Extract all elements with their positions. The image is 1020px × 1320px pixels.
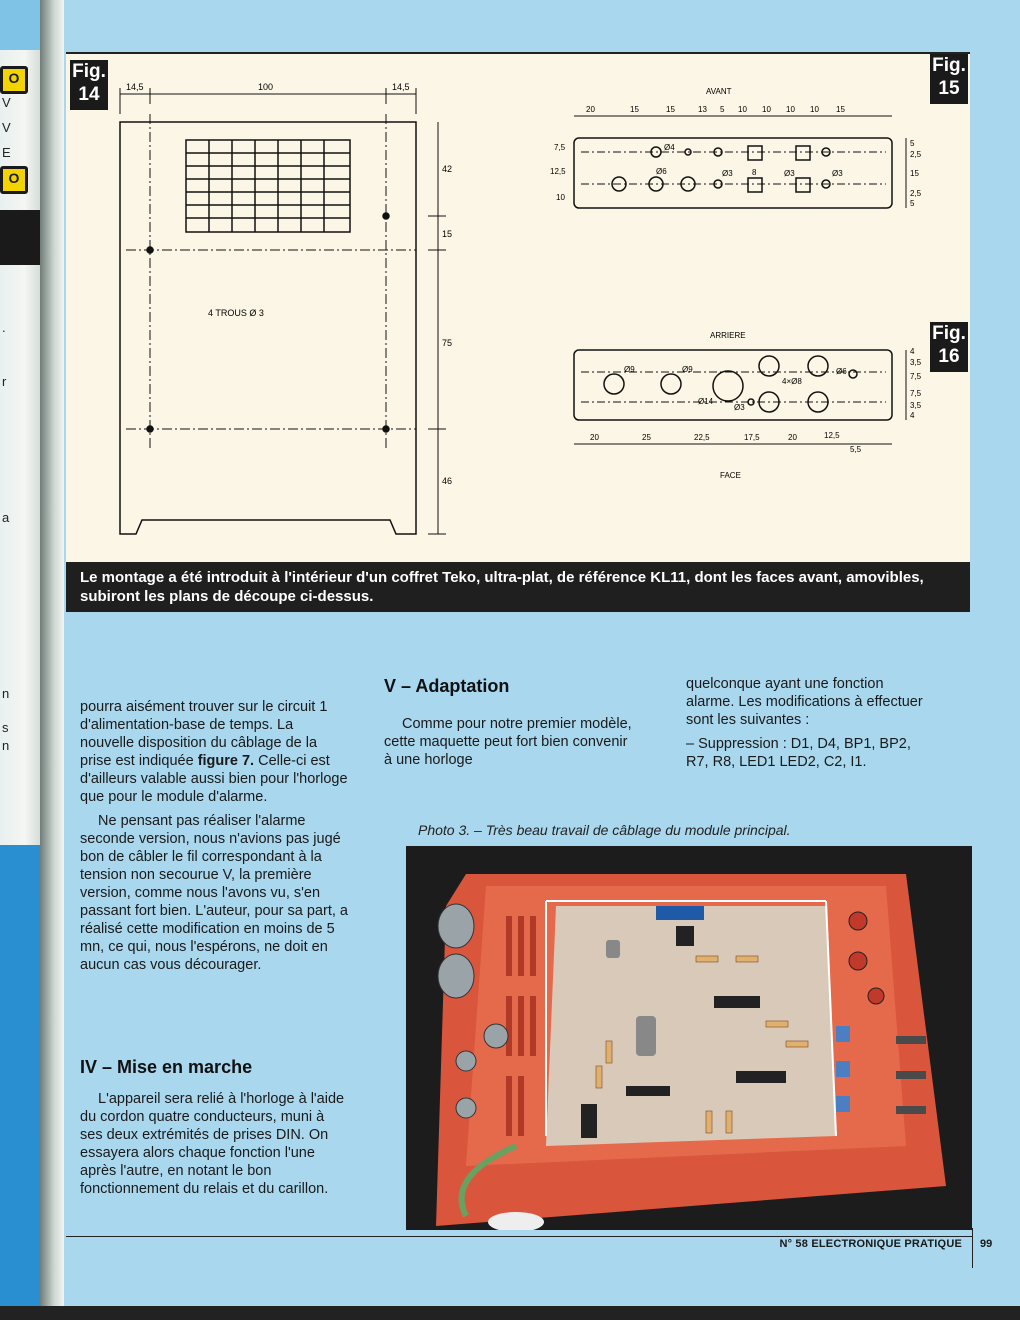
col1-paragraph-1 (80, 698, 348, 806)
col1-p1-text: pourra aisément trouver sur le circuit 1 d'alimentation-base de temps. La nouvelle disposition du câblage de la prise est indiquée (80, 699, 328, 769)
technical-drawing (66, 52, 970, 564)
gutter-letter: n (2, 686, 10, 701)
fig16-title: ARRIERE (710, 331, 746, 340)
fig15-dim-right: 15 (910, 169, 919, 178)
fig15-hole-label: Ø3 (832, 169, 843, 178)
fig16-dim-right: 3,5 (910, 358, 922, 367)
figure-caption: Le montage a été introduit à l'intérieur d'un coffret Teko, ultra-plat, de référence KL11, dont les faces avant, amovibles, subiront les plans de découpe ci-dessus. (66, 562, 970, 612)
fig14-dim-right: 15 (442, 229, 453, 239)
gutter-bullet: O (0, 66, 28, 94)
gutter-bottom-band (0, 845, 40, 1320)
gutter-letter: V (2, 120, 11, 135)
fig15-hole-label: Ø3 (784, 169, 795, 178)
fig15-dim-left: 10 (556, 193, 565, 202)
figure-reference: figure 7. (197, 753, 255, 769)
fig16-dim-bottom: 20 (788, 433, 797, 442)
fig16-dim-bottom: 25 (642, 433, 651, 442)
page-spine (40, 0, 64, 1320)
section-heading-v: V – Adaptation (384, 676, 510, 696)
fig16-dim-bottom: 5,5 (850, 445, 862, 454)
fig15-dim-right: 5 (910, 139, 915, 148)
fig15-hole-label: Ø6 (656, 167, 667, 176)
fig16-hole-label: Ø3 (734, 403, 745, 412)
fig15-dim-top: 15 (666, 105, 675, 114)
fig15-dim-top: 10 (762, 105, 771, 114)
fig16-dim-bottom: 22,5 (694, 433, 710, 442)
gutter-letter: V (2, 95, 11, 110)
fig14-tag: Fig. 14 (70, 60, 108, 110)
photo-caption: Photo 3. – Très beau travail de câblage du module principal. (418, 822, 791, 838)
fig15-hole-label: 8 (752, 168, 757, 177)
gutter-letter: E (2, 145, 11, 160)
fig14-holes-label: 4 TROUS Ø 3 (208, 308, 264, 318)
fig15-dim-top: 10 (738, 105, 747, 114)
fig15-dim-left: 12,5 (550, 167, 566, 176)
fig15-tag: Fig. 15 (930, 54, 968, 104)
fig16-dim-bottom: 20 (590, 433, 599, 442)
fig16-hole-label: Ø9 (624, 365, 635, 374)
gutter-letter: s (2, 720, 9, 735)
page-number: 99 (980, 1238, 993, 1250)
col1-paragraph-2: Ne pensant pas réaliser l'alarme seconde version, nous n'avions pas jugé bon de câbler le fil correspondant à la tension non secourue V, la première version, comme nous l'avons vu, s'en passant fort bien. L'auteur, pour sa part, a réalisé cette modification en moins de 5 mn, ce qui, nous l'espérons, ne doit en aucun cas vous décourager. (80, 813, 348, 973)
fig15-dim-top: 5 (720, 105, 725, 114)
fig16-dim-right: 3,5 (910, 401, 922, 410)
footer-rule (66, 1236, 972, 1237)
fig15-dim-right: 2,5 (910, 189, 922, 198)
fig14-dim-right: 46 (442, 476, 453, 486)
fig15-dim-top: 15 (836, 105, 845, 114)
drawing-svg (66, 54, 970, 564)
fig16-dim-right: 4 (910, 411, 915, 420)
col1-p1-tail: Celle-ci est d'ailleurs valable aussi bien pour l'horloge que pour le module d'alarme. (80, 753, 348, 805)
fig14-dim-right: 75 (442, 338, 453, 348)
fig14-dim-top: 14,5 (392, 82, 410, 92)
fig16-hole-label: Ø9 (682, 365, 693, 374)
fig14-dim-right: 42 (442, 164, 453, 174)
fig16-hole-label: Ø6 (836, 367, 847, 376)
col3-paragraph-2: – Suppression : D1, D4, BP1, BP2, R7, R8, LED1 LED2, C2, I1. (686, 736, 911, 770)
fig16-dim-right: 4 (910, 347, 915, 356)
gutter-letter: a (2, 510, 10, 525)
fig15-dim-top: 13 (698, 105, 707, 114)
fig16-dim-right: 7,5 (910, 389, 922, 398)
bottom-scan-edge (0, 1306, 1020, 1320)
section-heading-iv: IV – Mise en marche (80, 1057, 253, 1077)
fig15-dim-top: 10 (786, 105, 795, 114)
fig16-dim-bottom: 12,5 (824, 431, 840, 440)
fig16-tag: Fig. 16 (930, 322, 968, 372)
col3-paragraph-1: quelconque ayant une fonction alarme. Les modifications à effectuer sont les suivantes : (686, 676, 923, 728)
gutter-letter: n (2, 738, 10, 753)
fig16-hole-label: 4×Ø8 (782, 377, 802, 386)
fig15-title: AVANT (706, 87, 732, 96)
fig16-hole-label: Ø14 (698, 397, 714, 406)
col2-paragraph-1: Comme pour notre premier modèle, cette maquette peut fort bien convenir à une horloge (384, 716, 632, 768)
fig15-hole-label: Ø3 (722, 169, 733, 178)
fig14-dim-top: 100 (258, 82, 274, 92)
footer-separator (972, 1228, 973, 1268)
fig15-dim-right: 2,5 (910, 150, 922, 159)
column-1 (80, 698, 348, 980)
column-2 (384, 715, 634, 775)
col1-paragraph-3: L'appareil sera relié à l'horloge à l'aide du cordon quatre conducteurs, muni à ses deux extrémités de prises DIN. On essayera alors chaque fonction l'une après l'autre, en notant le bon fonctionnement du relais et du carillon. (80, 1091, 345, 1197)
magazine-footer: N° 58 ELECTRONIQUE PRATIQUE (779, 1238, 962, 1250)
fig15-hole-label: Ø4 (664, 143, 675, 152)
gutter-letter: . (2, 320, 6, 335)
fig15-dim-left: 7,5 (554, 143, 566, 152)
fig15-dim-top: 15 (630, 105, 639, 114)
fig16-subtitle: FACE (720, 471, 741, 480)
fig15-dim-right: 5 (910, 199, 915, 208)
fig15-dim-top: 20 (586, 105, 595, 114)
gutter-letter: r (2, 374, 7, 389)
circuit-photo (406, 846, 972, 1230)
gutter-bullet: O (0, 166, 28, 194)
fig16-dim-bottom: 17,5 (744, 433, 760, 442)
fig16-dim-right: 7,5 (910, 372, 922, 381)
column-1-lower (80, 1090, 348, 1204)
column-3 (686, 675, 926, 777)
circuit-photo-svg (406, 846, 972, 1230)
fig15-dim-top: 10 (810, 105, 819, 114)
fig14-dim-top: 14,5 (126, 82, 144, 92)
